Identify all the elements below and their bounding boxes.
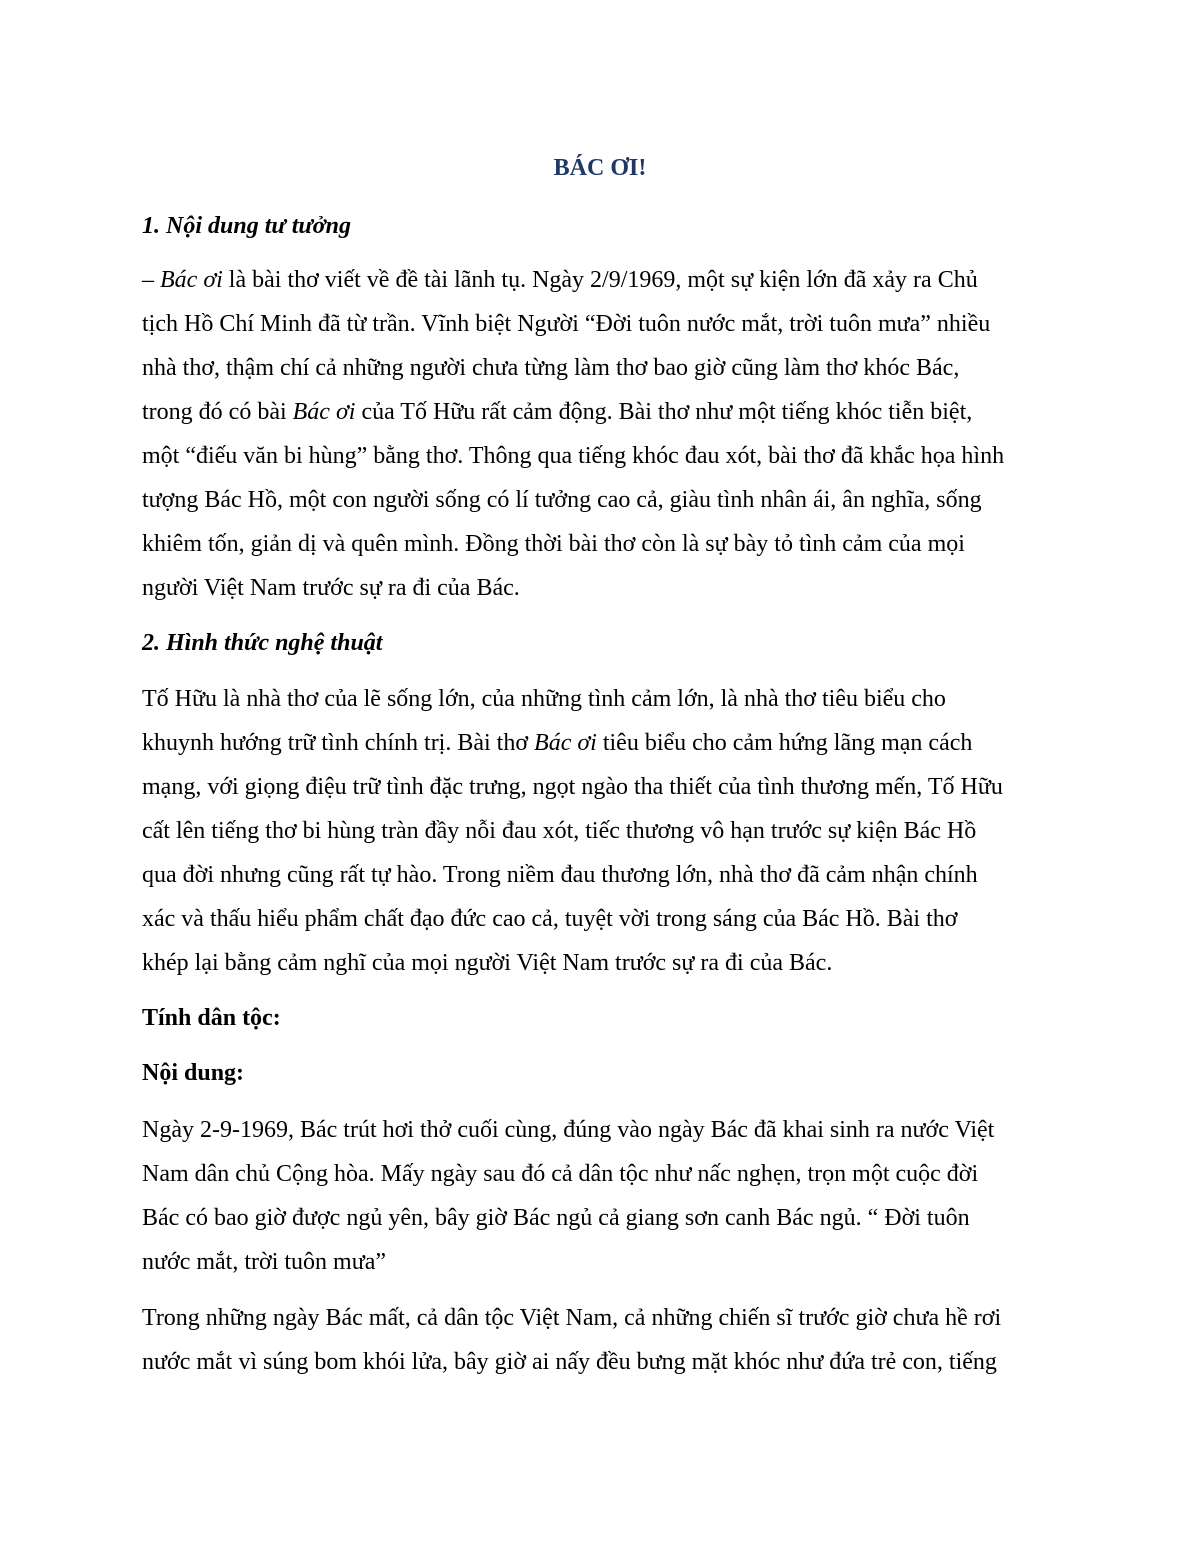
- paragraph-3: [142, 1108, 1062, 1284]
- poem-title-italic: Bác ơi: [292, 399, 356, 425]
- paragraph-line: trong đó có bài Bác ơi của Tố Hữu rất cảm động. Bài thơ như một tiếng khóc tiễn biệt,: [142, 399, 973, 425]
- paragraph-line: Nam dân chủ Cộng hòa. Mấy ngày sau đó cả dân tộc như nấc nghẹn, trọn một cuộc đời: [142, 1161, 979, 1187]
- paragraph-line: cất lên tiếng thơ bi hùng tràn đầy nỗi đau xót, tiếc thương vô hạn trước sự kiện Bác Hồ: [142, 818, 977, 844]
- paragraph-line: Trong những ngày Bác mất, cả dân tộc Việt Nam, cả những chiến sĩ trước giờ chưa hề rơi: [142, 1305, 1002, 1331]
- poem-title-italic: Bác ơi: [534, 730, 597, 756]
- paragraph-line: người Việt Nam trước sự ra đi của Bác.: [142, 575, 520, 601]
- paragraph-line: nước mắt, trời tuôn mưa”: [142, 1249, 387, 1275]
- paragraph-line: tượng Bác Hồ, một con người sống có lí tưởng cao cả, giàu tình nhân ái, ân nghĩa, sống: [142, 487, 982, 513]
- paragraph-line: khiêm tốn, giản dị và quên mình. Đồng thời bài thơ còn là sự bày tỏ tình cảm của mọi: [142, 531, 965, 557]
- poem-title-italic: Bác ơi: [160, 267, 223, 293]
- paragraph-line: Ngày 2-9-1969, Bác trút hơi thở cuối cùng, đúng vào ngày Bác đã khai sinh ra nước Việt: [142, 1117, 995, 1143]
- paragraph-line: – Bác ơi là bài thơ viết về đề tài lãnh tụ. Ngày 2/9/1969, một sự kiện lớn đã xảy ra Chủ: [142, 267, 978, 293]
- paragraph-line: khuynh hướng trữ tình chính trị. Bài thơ Bác ơi tiêu biểu cho cảm hứng lãng mạn cách: [142, 730, 973, 756]
- paragraph-section1: [142, 258, 1062, 610]
- paragraph-4: [142, 1296, 1062, 1384]
- section-heading-hinh-thuc-nghe-thuat: 2. Hình thức nghệ thuật: [142, 630, 383, 656]
- paragraph-line: mạng, với giọng điệu trữ tình đặc trưng, ngọt ngào tha thiết của tình thương mến, Tố Hữu: [142, 774, 1003, 800]
- paragraph-line: tịch Hồ Chí Minh đã từ trần. Vĩnh biệt Người “Đời tuôn nước mắt, trời tuôn mưa” nhiều: [142, 311, 991, 337]
- paragraph-line: qua đời nhưng cũng rất tự hào. Trong niềm đau thương lớn, nhà thơ đã cảm nhận chính: [142, 862, 978, 888]
- paragraph-section2: [142, 677, 1062, 985]
- paragraph-line: nhà thơ, thậm chí cả những người chưa từng làm thơ bao giờ cũng làm thơ khóc Bác,: [142, 355, 960, 381]
- paragraph-line: xác và thấu hiểu phẩm chất đạo đức cao cả, tuyệt vời trong sáng của Bác Hồ. Bài thơ: [142, 906, 958, 932]
- label-tinh-dan-toc: Tính dân tộc:: [142, 1005, 281, 1031]
- section-heading-noi-dung-tu-tuong: 1. Nội dung tư tưởng: [142, 213, 352, 239]
- paragraph-line: một “điếu văn bi hùng” bằng thơ. Thông qua tiếng khóc đau xót, bài thơ đã khắc họa hình: [142, 443, 1005, 469]
- paragraph-line: Tố Hữu là nhà thơ của lẽ sống lớn, của những tình cảm lớn, là nhà thơ tiêu biểu cho: [142, 686, 946, 712]
- label-noi-dung: Nội dung:: [142, 1060, 245, 1086]
- paragraph-line: Bác có bao giờ được ngủ yên, bây giờ Bác ngủ cả giang sơn canh Bác ngủ. “ Đời tuôn: [142, 1205, 970, 1231]
- paragraph-line: khép lại bằng cảm nghĩ của mọi người Việt Nam trước sự ra đi của Bác.: [142, 950, 833, 976]
- page-title: BÁC ƠI!: [553, 155, 647, 181]
- paragraph-line: nước mắt vì súng bom khói lửa, bây giờ ai nấy đều bưng mặt khóc như đứa trẻ con, tiếng: [142, 1349, 997, 1375]
